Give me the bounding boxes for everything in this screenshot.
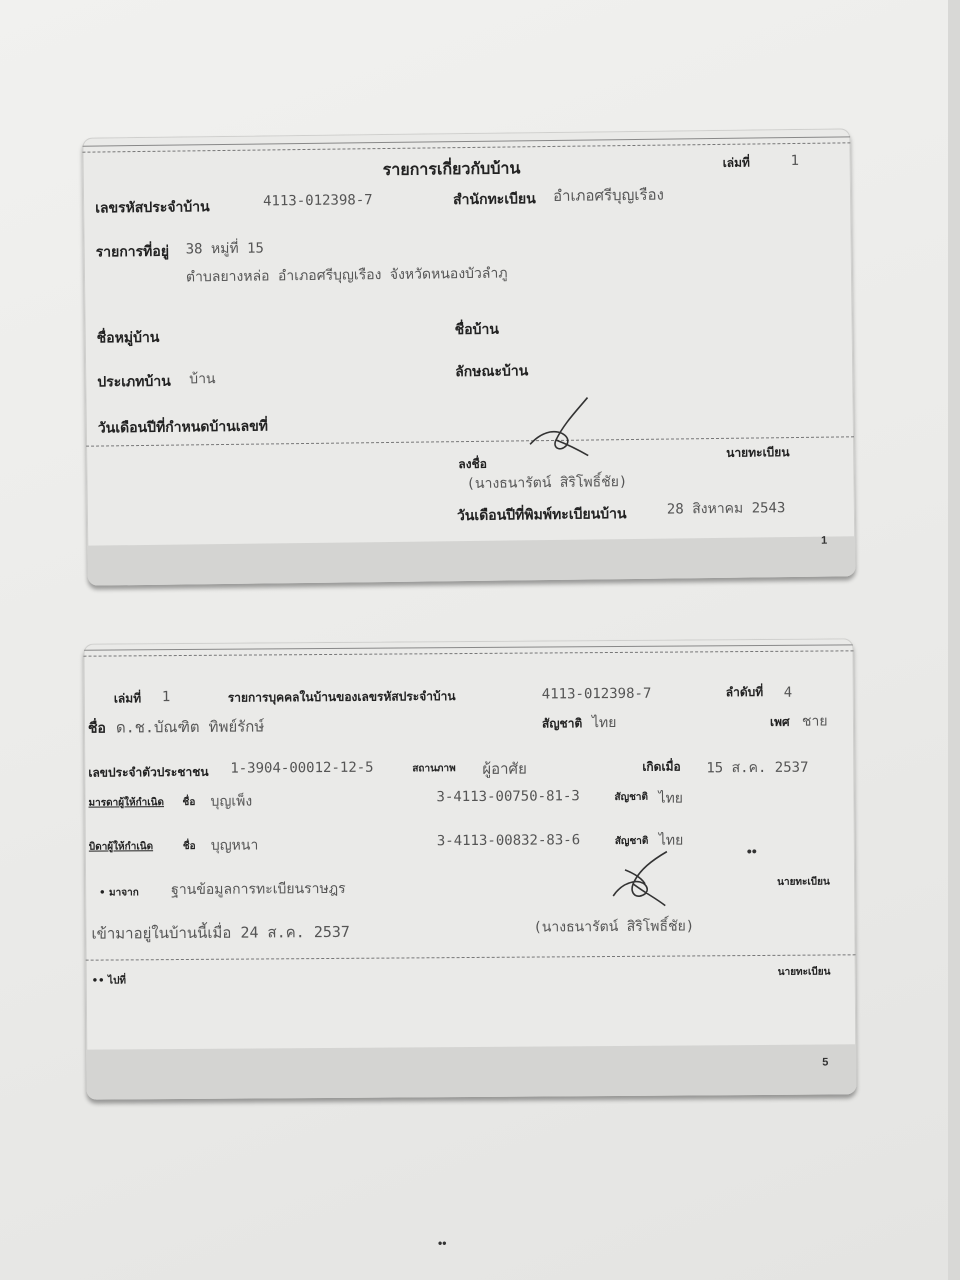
house-code-label: เลขรหัสประจำบ้าน xyxy=(95,199,210,217)
father-name: บุญหนา xyxy=(210,837,259,854)
mother-id: 3-4113-00750-81-3 xyxy=(436,788,580,806)
card-footer xyxy=(86,1044,856,1099)
registrar-name: (นางธนารัตน์ สิริโพธิ์ชัย) xyxy=(533,918,695,936)
book-label: เล่มที่ xyxy=(722,155,751,170)
section-divider xyxy=(86,954,856,960)
print-date-label: วันเดือนปีที่พิมพ์ทะเบียนบ้าน xyxy=(456,506,627,525)
paper-edge xyxy=(948,0,960,1280)
registrar-signature xyxy=(525,393,616,464)
mother-nationality: ไทย xyxy=(658,790,684,807)
marker-dots: •• xyxy=(746,842,757,860)
status-label: สถานภาพ xyxy=(412,763,456,775)
name-value: ด.ช.บัณฑิต ทิพย์รักษ์ xyxy=(115,717,265,737)
nationality-value: ไทย xyxy=(591,714,617,732)
mother-nationality-label: สัญชาติ xyxy=(614,791,649,803)
registrar-label: นายทะเบียน xyxy=(726,445,790,460)
name-label: ชื่อ xyxy=(87,720,106,737)
registrar-name: (นางธนารัตน์ สิริโพธิ์ชัย) xyxy=(466,474,628,493)
village-name-label: ชื่อหมู่บ้าน xyxy=(96,329,160,347)
card-title: รายการบุคคลในบ้านของเลขรหัสประจำบ้าน xyxy=(227,689,456,705)
house-type-value: บ้าน xyxy=(189,371,216,388)
signed-label: ลงชื่อ xyxy=(458,456,487,472)
born-value: 15 ส.ค. 2537 xyxy=(706,759,809,777)
address-line1: 38 หมู่ที่ 15 xyxy=(185,240,265,258)
order-value: 4 xyxy=(783,684,793,701)
house-code-value: 4113-012398-7 xyxy=(541,685,652,703)
page-mark: •• xyxy=(438,1236,447,1250)
sex-value: ชาย xyxy=(801,713,828,730)
father-nationality: ไทย xyxy=(658,832,684,849)
print-date-value: 28 สิงหาคม 2543 xyxy=(666,500,786,518)
card-title: รายการเกี่ยวกับบ้าน xyxy=(382,158,521,180)
page-number: 5 xyxy=(822,1056,829,1069)
house-name-label: ชื่อบ้าน xyxy=(454,321,499,339)
person-info-card xyxy=(83,638,856,1099)
id-label: เลขประจำตัวประชาชน xyxy=(88,764,209,780)
status-value: ผู้อาศัย xyxy=(482,759,527,778)
mother-name-label: ชื่อ xyxy=(182,796,196,809)
mother-label: มารดาผู้ให้กำเนิด xyxy=(88,797,165,809)
address-label: รายการที่อยู่ xyxy=(95,243,170,261)
father-nationality-label: สัญชาติ xyxy=(614,835,649,847)
nationality-label: สัญชาติ xyxy=(541,716,583,731)
book-value: 1 xyxy=(790,152,800,170)
moved-to-label: •• ไปที่ xyxy=(91,975,127,987)
registrar-label-2: นายทะเบียน xyxy=(777,966,831,978)
book-value: 1 xyxy=(161,689,171,706)
house-character-label: ลักษณะบ้าน xyxy=(455,363,529,381)
top-perforation-dashed xyxy=(84,650,854,656)
born-label: เกิดเมื่อ xyxy=(642,759,681,774)
mother-name: บุญเพ็ง xyxy=(210,793,253,810)
from-label: • มาจาก xyxy=(99,887,139,899)
father-id: 3-4113-00832-83-6 xyxy=(436,832,581,850)
moved-in-text: เข้ามาอยู่ในบ้านนี้เมื่อ 24 ส.ค. 2537 xyxy=(91,922,350,943)
registrar-label: นายทะเบียน xyxy=(777,876,830,888)
from-value: ฐานข้อมูลการทะเบียนราษฎร xyxy=(171,880,346,899)
father-label: บิดาผู้ให้กำเนิด xyxy=(88,841,154,853)
assigned-date-label: วันเดือนปีที่กำหนดบ้านเลขที่ xyxy=(97,418,269,437)
house-type-label: ประเภทบ้าน xyxy=(97,373,171,391)
house-code-value: 4113-012398-7 xyxy=(262,192,373,210)
registry-office-label: สำนักทะเบียน xyxy=(452,191,536,209)
house-info-card xyxy=(82,128,855,585)
top-perforation xyxy=(82,136,850,146)
registrar-signature xyxy=(605,847,695,918)
father-name-label: ชื่อ xyxy=(182,840,196,853)
page-number: 1 xyxy=(821,534,828,547)
top-perforation xyxy=(83,644,853,650)
book-label: เล่มที่ xyxy=(113,691,142,706)
registry-office-value: อำเภอศรีบุญเรือง xyxy=(552,185,664,205)
address-line2: ตำบลยางหล่อ อำเภอศรีบุญเรือง จังหวัดหนองบัวลำภู xyxy=(185,265,508,286)
order-label: ลำดับที่ xyxy=(725,684,764,700)
id-value: 1-3904-00012-12-5 xyxy=(230,759,374,777)
sex-label: เพศ xyxy=(769,714,790,729)
